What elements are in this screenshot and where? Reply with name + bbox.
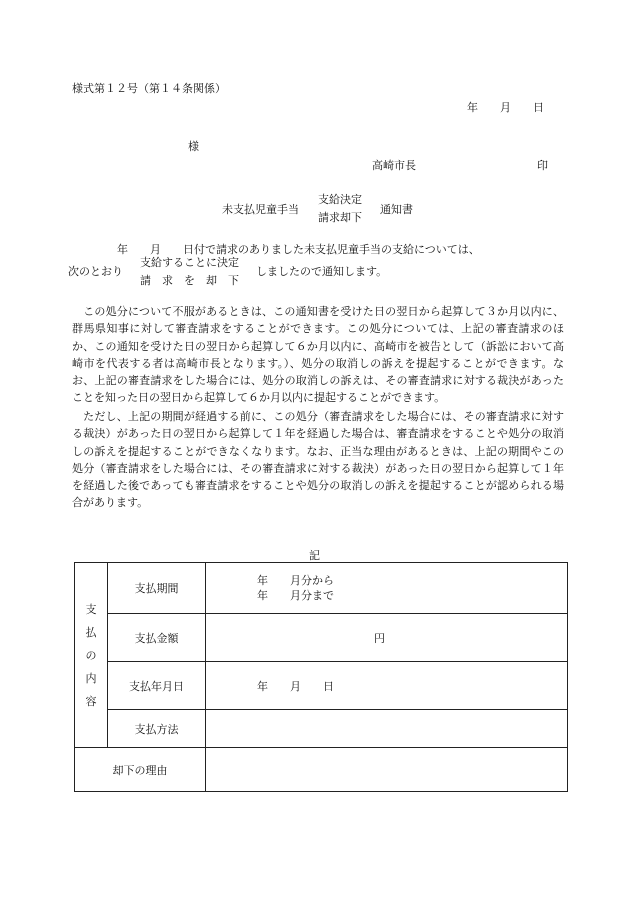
amount-unit: 円: [374, 631, 385, 645]
payment-method-label: 支払方法: [108, 710, 206, 748]
rejection-reason-value[interactable]: [206, 748, 568, 792]
ki-heading: 記: [309, 549, 320, 562]
payment-date-label: 支払年月日: [108, 662, 206, 710]
period-from: 年 月分から: [257, 574, 334, 587]
group-char-3: の: [85, 648, 97, 662]
form-number: 様式第１２号（第１４条関係）: [72, 82, 226, 95]
title-option-top: 支給決定: [318, 193, 362, 206]
payment-table: [74, 562, 568, 792]
intro-line1: 年 月 日付で請求のありました未支払児童手当の支給については、: [117, 243, 480, 256]
notice-paragraph-1: この処分について不服があるときは、この通知書を受けた日の翌日から起算して３か月以内に、群馬県知事に対して審査請求をすることができます。この処分については、上記の審査請求のほか、この通知を受けた日の翌日から起算して６か月以内に、高崎市を被告として（訴訟において高崎市を代表する者は高崎市長となります。）、処分の取消しの訴えを提起することができます。なお、上記の審査請求をした場合には、処分の取消しの訴えは、その審査請求に対する裁決があったことを知った日の翌日から起算して６か月以内に提起することができます。: [72, 305, 564, 405]
date-line: 年 月 日: [467, 101, 544, 114]
table-row-method: [75, 710, 568, 748]
intro-option-bottom: 請 求 を 却 下: [140, 274, 239, 287]
period-to: 年 月分まで: [257, 589, 334, 602]
table-row-amount: [75, 614, 568, 662]
table-row-period: [75, 563, 568, 614]
table-row-rejection: [75, 748, 568, 792]
amount-label: 支払金額: [108, 614, 206, 662]
group-char-1: 支: [85, 602, 97, 616]
notice-paragraph-2: ただし、上記の期間が経過する前に、この処分（審査請求をした場合には、その審査請求に対する裁決）があった日の翌日から起算して１年を経過した場合は、審査請求をすることや処分の取消しの訴えを提起することができなくなります。なお、正当な理由があるときは、上記の期間やこの処分（審査請求をした場合には、その審査請求に対する裁決）があった日の翌日から起算して１年を経過した後であっても審査請求をすることや処分の取消しの訴えを提起することが認められる場合があります。: [72, 410, 564, 510]
intro-tail: しましたので通知します。: [256, 265, 388, 278]
issuer-name: 高崎市長: [372, 159, 416, 172]
intro-lead: 次のとおり: [68, 265, 123, 278]
period-label: 支払期間: [108, 563, 206, 614]
title-suffix: 通知書: [380, 203, 413, 216]
amount-value[interactable]: [206, 614, 568, 662]
seal-mark: 印: [537, 159, 548, 172]
rejection-reason-label: 却下の理由: [75, 748, 206, 792]
title-prefix: 未支払児童手当: [222, 203, 299, 216]
title-option-bottom: 請求却下: [318, 211, 362, 224]
addressee-suffix: 様: [188, 140, 199, 153]
group-char-4: 内: [85, 671, 97, 685]
payment-contents-label: [75, 563, 108, 748]
payment-date-value[interactable]: 年 月 日: [206, 662, 568, 710]
payment-method-value[interactable]: [206, 710, 568, 748]
group-char-5: 容: [85, 694, 97, 708]
period-value[interactable]: [206, 563, 568, 614]
table-row-date: [75, 662, 568, 710]
group-char-2: 払: [85, 625, 97, 639]
intro-option-top: 支給することに決定: [140, 256, 239, 269]
